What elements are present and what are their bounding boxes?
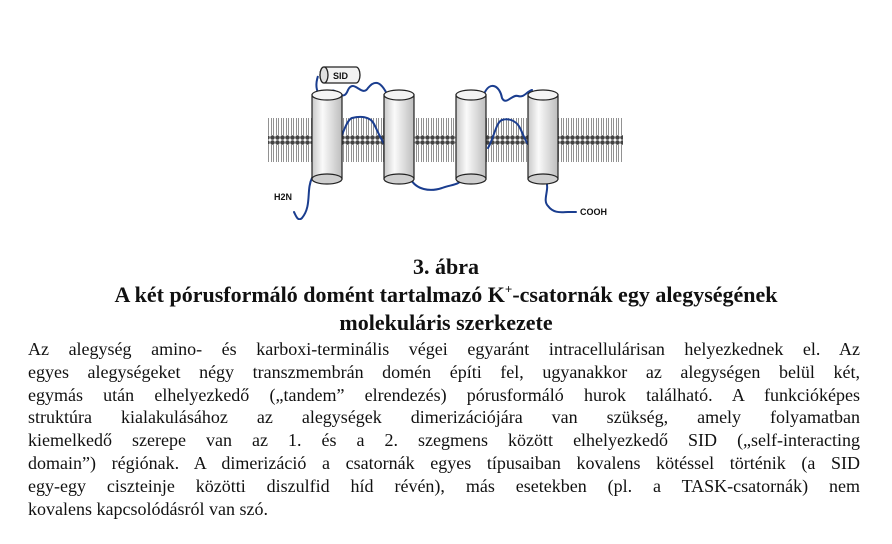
body-paragraph bbox=[28, 338, 860, 520]
sid-label: SID bbox=[333, 71, 349, 81]
paragraph-line: egyes alegységeket négy transzmembrán domén építi fel, ugyanakkor az alegységen belül két, bbox=[28, 361, 860, 382]
paragraph-line: egymás után elhelyezkedő („tandem” elrendezés) pórusformáló hurok található. A funkcióképes bbox=[28, 384, 860, 405]
paragraph-line: Az alegység amino- és karboxi-terminális végei egyaránt intracellulárisan helyezkednek el. Az bbox=[28, 339, 860, 359]
paragraph-line: kovalens kapcsolódásról van szó. bbox=[28, 498, 268, 519]
membrane-topology-figure bbox=[250, 40, 640, 220]
n-terminus-tail bbox=[294, 178, 312, 219]
paragraph-line: domain”) régiónak. A dimerizáció a csatornák egyes típusaiban kovalens kötéssel történik (a SID bbox=[28, 452, 860, 473]
tm-helix-1 bbox=[312, 90, 342, 184]
c-terminus-tail bbox=[546, 180, 576, 212]
sid-box-end bbox=[320, 67, 328, 83]
paragraph-line: egy-egy ciszteinje közötti diszulfid híd révén), más esetekben (pl. a TASK-csatornák) nem bbox=[28, 475, 860, 496]
paragraph-line: kiemelkedő szerepe van az 1. és a 2. szegmens között elhelyezkedő SID („self-interacting bbox=[28, 430, 860, 451]
tm-helix-2 bbox=[384, 90, 414, 184]
figure-title-part2: -csatornák egy alegységének bbox=[512, 282, 778, 307]
tm-helix-4 bbox=[528, 90, 558, 184]
figure-title-part1: A két pórusformáló domént tartalmazó K bbox=[114, 282, 505, 307]
topology-diagram bbox=[250, 40, 640, 220]
figure-number: 3. ábra bbox=[413, 254, 479, 279]
tm-helix-3 bbox=[456, 90, 486, 184]
n-terminus-label: H2N bbox=[274, 192, 293, 202]
paragraph-line: struktúra kialakulásához az alegységek dimerizációjára van szükség, amely folyamatban bbox=[28, 407, 860, 428]
figure-title-line1 bbox=[0, 282, 892, 308]
loop-3-4 bbox=[484, 86, 532, 101]
figure-title-line2: molekuláris szerkezete bbox=[339, 310, 553, 335]
c-terminus-label: COOH bbox=[580, 207, 607, 217]
potassium-charge: + bbox=[504, 281, 513, 297]
